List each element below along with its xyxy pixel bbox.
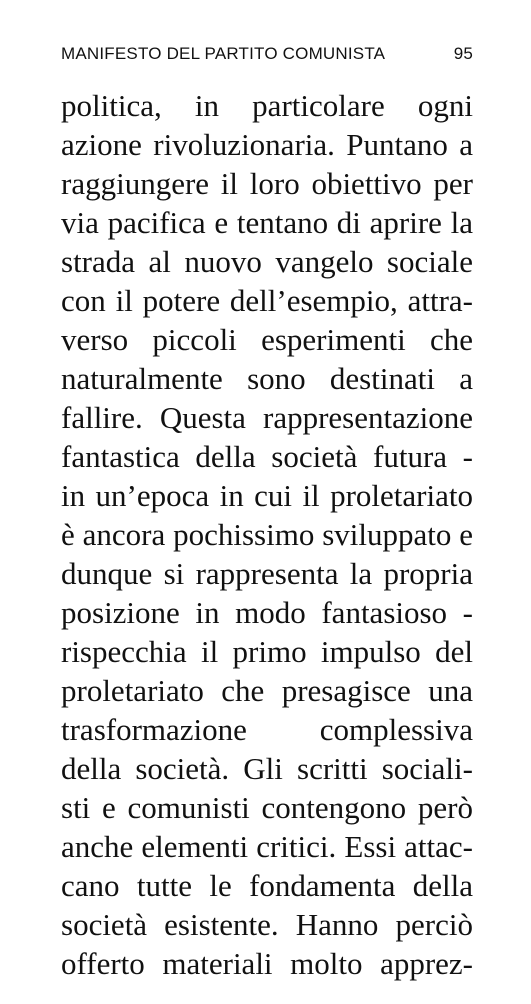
text-line: offerto materiali molto apprez- xyxy=(61,946,473,981)
text-line: in un’epoca in cui il proletariato xyxy=(61,478,473,513)
text-line: cano tutte le fondamenta della xyxy=(61,868,473,903)
text-line: proletariato che presagisce una xyxy=(61,673,473,708)
text-line: dunque si rappresenta la propria xyxy=(61,556,473,591)
text-line: rispecchia il primo impulso del xyxy=(61,634,473,669)
text-line: con il potere dell’esempio, attra- xyxy=(61,283,473,318)
body-text xyxy=(61,86,473,983)
text-line: posizione in modo fantasioso - xyxy=(61,595,473,630)
text-line: fallire. Questa rappresentazione xyxy=(61,400,473,435)
text-line: trasformazione complessiva xyxy=(61,712,473,747)
text-line: azione rivoluzionaria. Puntano a xyxy=(61,127,473,162)
running-title: MANIFESTO DEL PARTITO COMUNISTA xyxy=(61,44,386,63)
text-line: è ancora pochissimo sviluppato e xyxy=(61,517,473,552)
running-head xyxy=(61,42,473,66)
text-line: via pacifica e tentano di aprire la xyxy=(61,205,473,240)
text-line: società esistente. Hanno perciò xyxy=(61,907,473,942)
text-line: anche elementi critici. Essi attac- xyxy=(61,829,473,864)
text-line: fantastica della società futura - xyxy=(61,439,473,474)
text-line: raggiungere il loro obiettivo per xyxy=(61,166,473,201)
page-number: 95 xyxy=(453,44,473,63)
text-line: verso piccoli esperimenti che xyxy=(61,322,473,357)
text-line: politica, in particolare ogni xyxy=(61,88,473,123)
text-line: strada al nuovo vangelo sociale xyxy=(61,244,473,279)
text-line: della società. Gli scritti sociali- xyxy=(61,751,473,786)
text-line: sti e comunisti contengono però xyxy=(61,790,473,825)
text-line: naturalmente sono destinati a xyxy=(61,361,473,396)
